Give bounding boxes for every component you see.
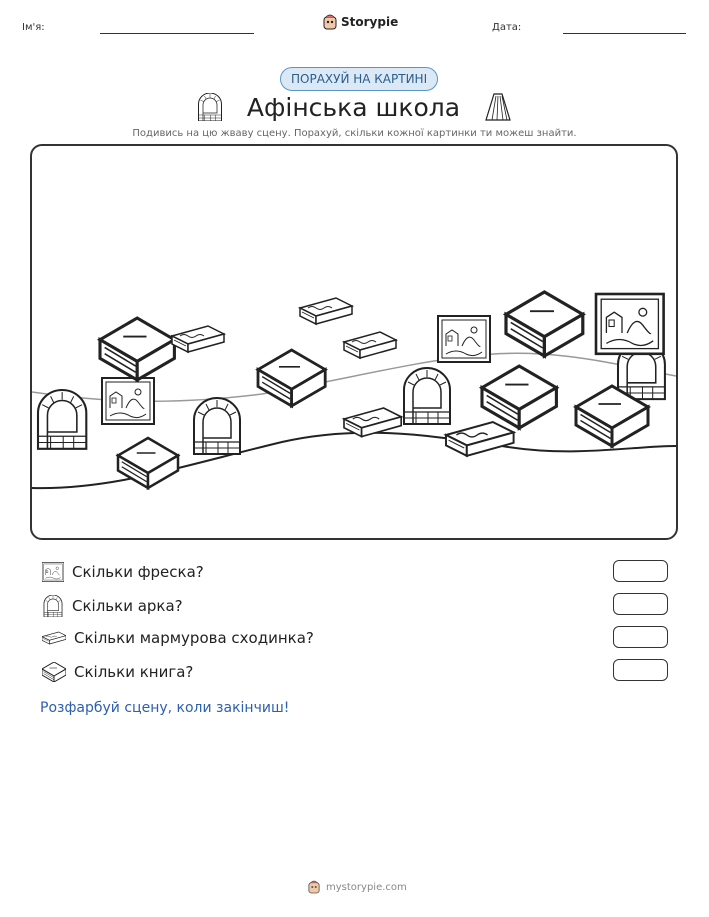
answer-box-arch[interactable] — [613, 593, 668, 615]
question-text: Скільки фреска? — [72, 563, 204, 581]
book-3 — [118, 438, 178, 488]
book-1 — [100, 318, 174, 380]
arch-2 — [194, 398, 240, 454]
question-row-book — [42, 662, 193, 682]
question-text: Скільки арка? — [72, 597, 183, 615]
book-2 — [258, 350, 325, 406]
step-2 — [300, 298, 352, 324]
question-text: Скільки мармурова сходинка? — [74, 629, 314, 647]
fresco-3 — [596, 294, 664, 354]
page-title: Афінська школа — [246, 92, 461, 122]
answer-box-book[interactable] — [613, 659, 668, 681]
scene-drawing — [32, 146, 676, 538]
question-text: Скільки книга? — [74, 663, 194, 681]
fresco-2 — [438, 316, 490, 362]
book-5 — [482, 366, 556, 428]
step-3 — [344, 332, 396, 358]
brand-name: Storypie — [341, 15, 399, 29]
name-label: Ім'я: — [22, 22, 45, 33]
question-row-fresco — [42, 562, 204, 582]
coloring-note: Розфарбуй сцену, коли закінчиш! — [40, 700, 290, 716]
date-line[interactable] — [563, 33, 686, 34]
arch-3 — [404, 368, 450, 424]
fresco-icon — [42, 562, 64, 582]
question-row-arch — [42, 595, 183, 617]
step-1 — [172, 326, 224, 352]
marble-step-icon — [42, 630, 66, 646]
storypie-logo-icon — [323, 14, 337, 30]
answer-box-marble-step[interactable] — [613, 626, 668, 648]
question-row-marble-step — [42, 629, 314, 647]
step-5 — [446, 422, 514, 456]
storypie-logo-icon — [308, 880, 320, 894]
book-4 — [506, 292, 583, 356]
title-row — [0, 92, 709, 122]
book-icon — [42, 662, 66, 682]
scene-frame — [30, 144, 678, 540]
arch-icon — [197, 93, 223, 121]
arch-1 — [38, 390, 86, 449]
footer — [308, 880, 407, 894]
step-4 — [344, 408, 401, 437]
footer-url[interactable]: mystorypie.com — [326, 881, 407, 893]
name-line[interactable] — [100, 33, 254, 34]
answer-box-fresco[interactable] — [613, 560, 668, 582]
date-label: Дата: — [492, 22, 522, 33]
subtitle: Подивись на цю жваву сцену. Порахуй, скільки кожної картинки ти можеш знайти. — [132, 128, 577, 139]
count-badge: ПОРАХУЙ НА КАРТИНІ — [280, 67, 438, 91]
brand-logo — [323, 14, 398, 30]
arch-icon — [42, 595, 64, 617]
toga-icon — [484, 92, 512, 122]
fresco-1 — [102, 378, 154, 424]
